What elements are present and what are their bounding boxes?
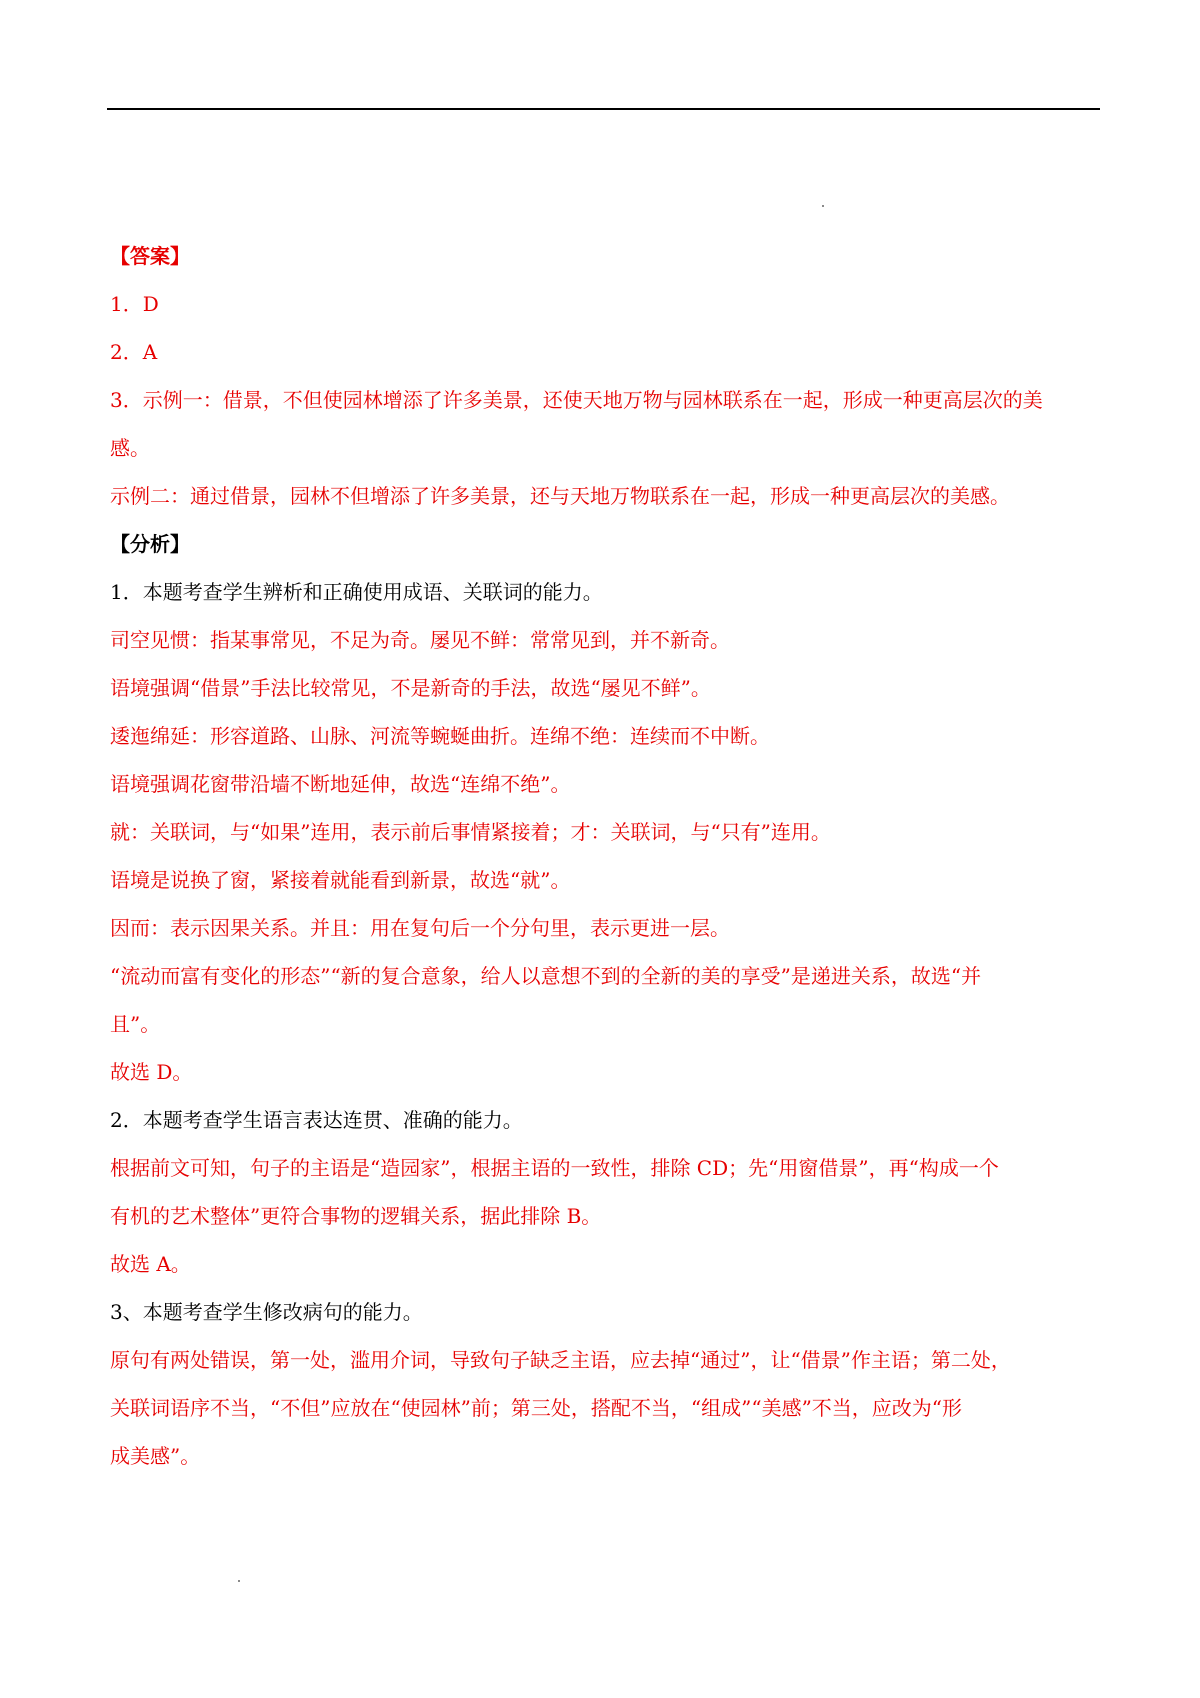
answer-2: 2．A bbox=[110, 340, 158, 364]
analysis-3-intro: 3、本题考查学生修改病句的能力。 bbox=[110, 1300, 423, 1324]
header-rule bbox=[107, 108, 1100, 110]
analysis-1-line: 且”。 bbox=[110, 1012, 161, 1036]
analysis-2-line: 有机的艺术整体”更符合事物的逻辑关系，据此排除 B。 bbox=[110, 1204, 602, 1228]
answer-analysis-section bbox=[110, 232, 1100, 1480]
answer-1: 1．D bbox=[110, 292, 159, 316]
analysis-heading: 【分析】 bbox=[110, 532, 190, 556]
analysis-2-line: 根据前文可知，句子的主语是“造园家”，根据主语的一致性，排除 CD；先“用窗借景”，再“构成一个 bbox=[110, 1156, 999, 1180]
analysis-1-line: 因而：表示因果关系。并且：用在复句后一个分句里，表示更进一层。 bbox=[110, 916, 730, 940]
analysis-3-line: 关联词语序不当，“不但”应放在“使园林”前；第三处，搭配不当，“组成”“美感”不当，应改为“形 bbox=[110, 1396, 963, 1420]
analysis-1-line: 逶迤绵延：形容道路、山脉、河流等蜿蜒曲折。连绵不绝：连续而不中断。 bbox=[110, 724, 770, 748]
analysis-1-line: 就：关联词，与“如果”连用，表示前后事情紧接着；才：关联词，与“只有”连用。 bbox=[110, 820, 831, 844]
analysis-1-conclusion: 故选 D。 bbox=[110, 1060, 193, 1084]
analysis-1-line: “流动而富有变化的形态”“新的复合意象，给人以意想不到的全新的美的享受”是递进关系，故选“并 bbox=[110, 964, 982, 988]
analysis-1-line: 语境强调花窗带沿墙不断地延伸，故选“连绵不绝”。 bbox=[110, 772, 571, 796]
answer-3-example-1-cont: 感。 bbox=[110, 436, 150, 460]
analysis-1-line: 司空见惯：指某事常见，不足为奇。屡见不鲜：常常见到，并不新奇。 bbox=[110, 628, 730, 652]
answer-heading: 【答案】 bbox=[110, 244, 190, 268]
answer-3-example-2: 示例二：通过借景，园林不但增添了许多美景，还与天地万物联系在一起，形成一种更高层次的美感。 bbox=[110, 484, 1010, 508]
analysis-2-conclusion: 故选 A。 bbox=[110, 1252, 191, 1276]
analysis-1-line: 语境强调“借景”手法比较常见，不是新奇的手法，故选“屡见不鲜”。 bbox=[110, 676, 711, 700]
speck-mark bbox=[822, 205, 824, 207]
analysis-1-intro: 1．本题考查学生辨析和正确使用成语、关联词的能力。 bbox=[110, 580, 603, 604]
analysis-1-line: 语境是说换了窗，紧接着就能看到新景，故选“就”。 bbox=[110, 868, 571, 892]
analysis-2-intro: 2．本题考查学生语言表达连贯、准确的能力。 bbox=[110, 1108, 523, 1132]
speck-mark bbox=[238, 1580, 240, 1582]
analysis-3-line: 成美感”。 bbox=[110, 1444, 201, 1468]
answer-3-example-1: 3．示例一：借景，不但使园林增添了许多美景，还使天地万物与园林联系在一起，形成一种更高层次的美 bbox=[110, 388, 1043, 412]
analysis-3-line: 原句有两处错误，第一处，滥用介词，导致句子缺乏主语，应去掉“通过”，让“借景”作主语；第二处， bbox=[110, 1348, 1011, 1372]
